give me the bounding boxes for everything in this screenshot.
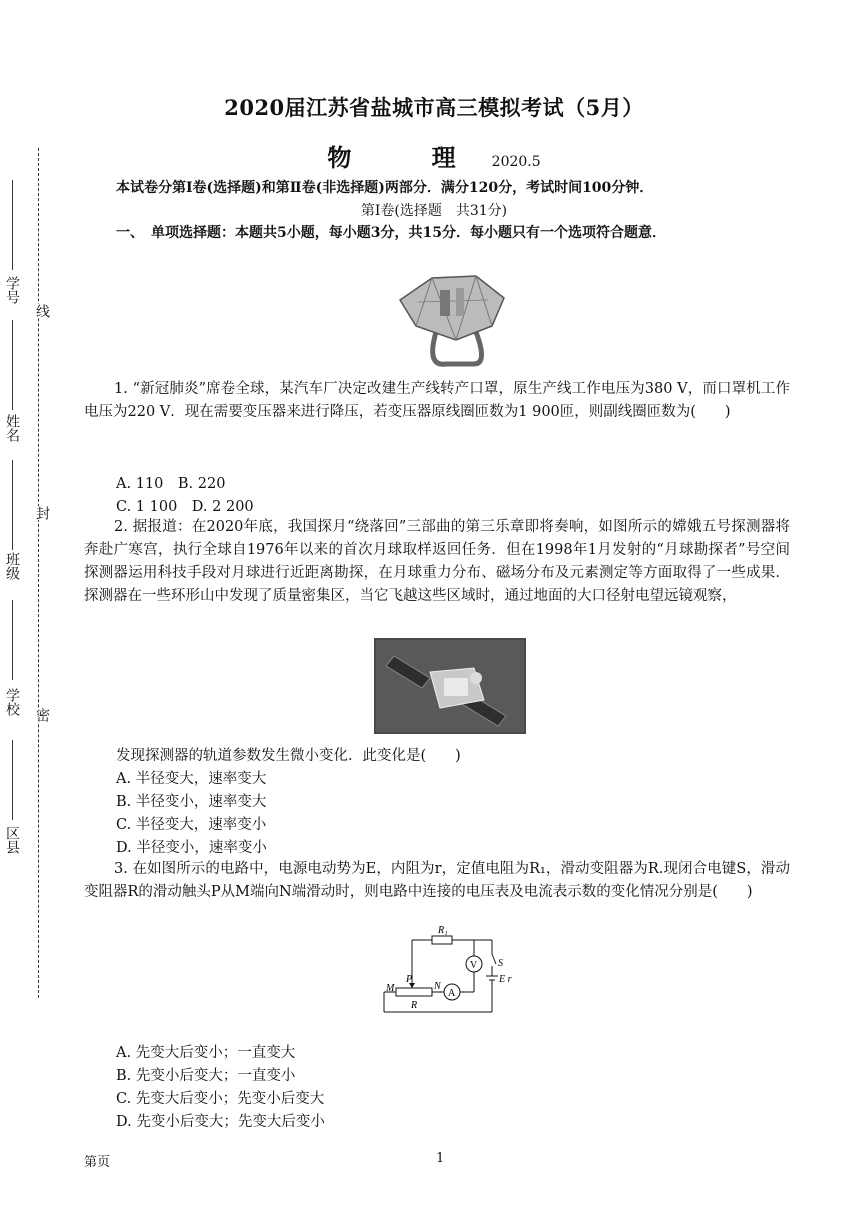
label-r: R [411,1000,418,1011]
question-1-text: 1. “新冠肺炎”席卷全球，某汽车厂决定改建生产线转产口罩，原生产线工作电压为380 V，而口罩机工作电压为220 V．现在需要变压器来进行降压，若变压器原线圈匝数为1 900匝，则副线圈匝数为( ) [84,381,790,420]
question-3-option-c: C. 先变大后变小；先变小后变大 [116,1091,325,1107]
question-3-option-d: D. 先变小后变大；先变大后变小 [116,1114,325,1130]
section-one-heading: 一、 单项选择题：本题共5小题，每小题3分，共15分．每小题只有一个选项符合题意． [116,225,666,241]
question-3-option-a: A. 先变大后变小；一直变大 [116,1045,296,1061]
label-name: 姓名 [4,414,20,442]
question-2-option-c: C. 半径变大，速率变小 [116,817,267,833]
rheostat-r [396,988,432,996]
label-school: 学校 [4,688,20,716]
label-m: M [386,983,395,994]
label-r1: R₁ [438,925,448,936]
exam-date: 2020.5 [491,154,541,170]
seal-mark-line: 线 [34,304,50,318]
subject-line [0,138,868,173]
mask-image [396,272,508,372]
question-2-stem: 发现探测器的轨道参数发生微小变化．此变化是( ) [116,748,461,764]
circuit-diagram [378,920,528,1020]
field-line-student-id [12,180,13,270]
footer-page-number: 1 [436,1151,445,1166]
label-emf: E r [499,974,512,985]
exam-intro: 本试卷分第Ⅰ卷(选择题)和第Ⅱ卷(非选择题)两部分．满分120分，考试时间100分钟． [116,180,654,196]
label-ammeter: A [448,988,456,999]
label-district: 区县 [4,826,20,854]
seal-mark-secret: 密 [34,708,50,722]
exam-title: 2020届江苏省盐城市高三模拟考试（5月） [224,95,644,120]
question-1-options-ab: A. 110 B. 220 [116,476,226,492]
label-student-id: 学号 [4,276,20,304]
question-3-option-b: B. 先变小后变大；一直变小 [116,1068,296,1084]
subject-name: 物 理 [327,143,492,172]
footer-page-label: 第页 [84,1155,111,1170]
resistor-r1 [432,936,452,944]
binding-line [38,148,39,998]
field-line-class [12,460,13,550]
question-2-option-b: B. 半径变小，速率变大 [116,794,267,810]
label-p: P [406,974,413,985]
field-line-district [12,740,13,820]
question-3-text: 3. 在如图所示的电路中，电源电动势为E，内阻为r，定值电阻为R₁，滑动变阻器为R.现闭合电键S，滑动变阻器R的滑动触头P从M端向N端滑动时，则电路中连接的电压表及电流表示数的变化情况分别是( ) [84,861,790,900]
seal-mark-seal: 封 [34,506,50,520]
label-n: N [434,981,441,992]
question-1-options-cd: C. 1 100 D. 2 200 [116,499,254,515]
label-voltmeter: V [470,960,478,971]
label-class: 班级 [4,552,20,580]
field-line-school [12,600,13,680]
part-one-heading: 第Ⅰ卷(选择题 共31分) [360,203,508,219]
question-2-option-d: D. 半径变小，速率变小 [116,840,267,856]
field-line-name [12,320,13,410]
question-2-text: 2. 据报道：在2020年底，我国探月“绕落回”三部曲的第三乐章即将奏响，如图所示的嫦娥五号探测器将奔赴广寒宫，执行全球自1976年以来的首次月球取样返回任务．但在1998年1月发射的“月球勘探者”号空间探测器运用科技手段对月球进行近距离勘探，在月球重力分布、磁场分布及元素测定等方面取得了一些成果．探测器在一些环形山中发现了质量密集区，当它飞越这些区域时，通过地面的大口径射电望远镜观察， [84,519,790,604]
label-switch: S [498,958,503,969]
probe-photo [374,638,526,734]
question-2-option-a: A. 半径变大，速率变大 [116,771,267,787]
